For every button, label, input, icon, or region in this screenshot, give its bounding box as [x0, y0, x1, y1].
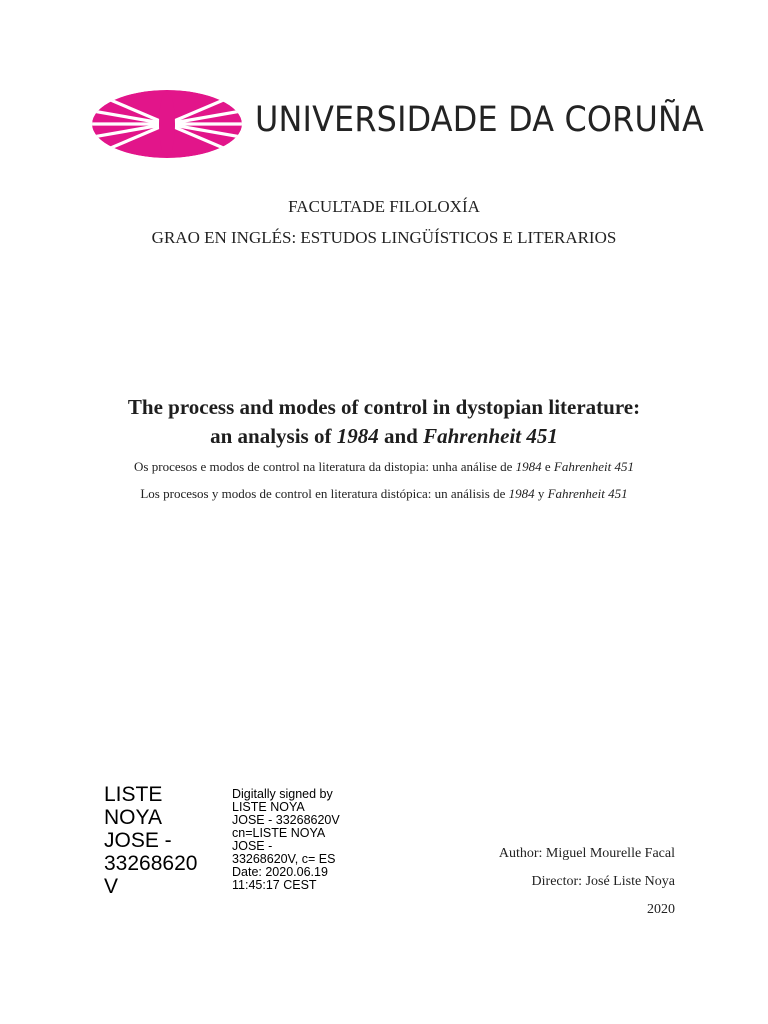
- galician-subtitle: [0, 459, 768, 475]
- signer-name-line: 33268620: [104, 852, 198, 875]
- galician-subtitle-prefix: Os procesos e modos de control na literatura da distopia: unha análise de: [134, 459, 516, 474]
- signer-name-block: [104, 783, 224, 898]
- signer-name-line: V: [104, 875, 119, 898]
- signature-info-line: JOSE - 33268620V: [232, 813, 340, 827]
- university-name: UNIVERSIDADE DA CORUÑA: [255, 100, 704, 140]
- title-prefix: an analysis of: [210, 424, 337, 448]
- signature-info-line: 33268620V, c= ES: [232, 852, 336, 866]
- submission-year: 2020: [647, 902, 675, 917]
- signature-info-line: JOSE -: [232, 839, 273, 853]
- title-book-1984: 1984: [336, 424, 379, 448]
- university-header: [92, 86, 704, 162]
- signer-name-line: NOYA: [104, 806, 162, 829]
- signature-info-line: 11:45:17 CEST: [232, 878, 317, 892]
- galician-subtitle-conjunction: e: [541, 459, 554, 474]
- thesis-title-line-2: [0, 424, 768, 449]
- signer-name-line: LISTE: [104, 783, 163, 806]
- spanish-subtitle: [0, 486, 768, 502]
- signature-info-line: cn=LISTE NOYA: [232, 826, 326, 840]
- author-credit: Author: Miguel Mourelle Facal: [498, 846, 675, 861]
- thesis-title-line-1: The process and modes of control in dystopian literature:: [127, 395, 641, 419]
- faculty-name: FACULTADE FILOLOXÍA: [288, 197, 480, 216]
- spanish-subtitle-prefix: Los procesos y modos de control en literatura distópica: un análisis de: [140, 486, 509, 501]
- title-conjunction: and: [378, 424, 424, 448]
- signature-info-line: LISTE NOYA: [232, 800, 305, 814]
- degree-name: GRAO EN INGLÉS: ESTUDOS LINGÜÍSTICOS E LITERARIOS: [151, 228, 617, 247]
- galician-subtitle-book-fahrenheit: Fahrenheit 451: [553, 459, 634, 474]
- director-credit: Director: José Liste Noya: [531, 874, 675, 889]
- galician-subtitle-book-1984: 1984: [515, 459, 542, 474]
- signer-name-line: JOSE -: [104, 829, 172, 852]
- title-book-fahrenheit: Fahrenheit 451: [423, 424, 558, 448]
- spanish-subtitle-conjunction: y: [534, 486, 548, 501]
- spanish-subtitle-book-fahrenheit: Fahrenheit 451: [547, 486, 628, 501]
- digital-signature-info: [232, 788, 372, 892]
- spanish-subtitle-book-1984: 1984: [508, 486, 535, 501]
- signature-info-line: Digitally signed by: [232, 787, 333, 801]
- university-emblem-icon: [92, 86, 242, 162]
- signature-info-line: Date: 2020.06.19: [232, 865, 328, 879]
